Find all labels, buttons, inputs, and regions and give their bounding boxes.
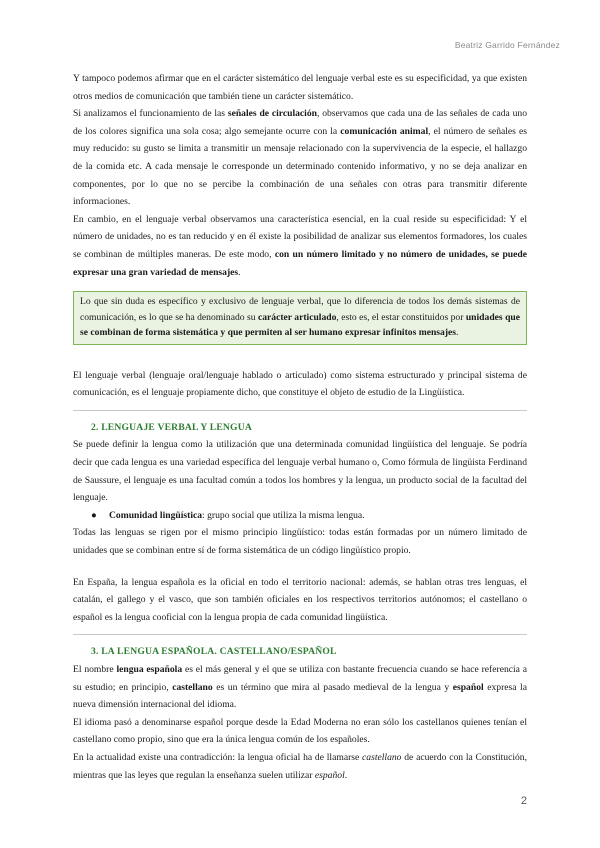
bold-term-espanol: español <box>452 681 484 693</box>
bold-term-comunidad: Comunidad lingüística <box>109 509 203 521</box>
paragraph-linguistic-principle: Todas las lenguas se rigen por el mismo principio lingüístico: todas están formadas por un número limitado de unidades que se combinan entre sí de forma sistemática de un código lingüístico propio. <box>73 527 527 556</box>
paragraph-lengua-definition: Se puede definir la lengua como la utilización que una determinada comunidad lingüística del lenguaje. Se podría decir que cada lengua es una variedad específica del lenguaje verbal humano o, Como fórmula de lingüista Ferdinand de Saussure, el lenguaje es una facultad común a todos los hombres y la lengua, un producto social de la facultad del lenguaje. <box>73 439 527 504</box>
bold-key-idea: unidades que se combinan de forma sistemática y que permiten al ser humano expresar infinitos mensajes <box>80 311 520 339</box>
page-number: 2 <box>520 795 527 807</box>
text-run: , observamos que cada una de las señales de cada uno de los colores significa una sola cosa; algo semejante ocurre con la <box>73 108 528 137</box>
paragraph-verbal-language-definition: El lenguaje verbal (lenguaje oral/lenguaje hablado o articulado) como sistema estructurado y principal sistema de comunicación, es el lenguaje propiamente dicho, que constituye el objeto de estudio de la Lingüística. <box>73 369 527 399</box>
header-author: Beatriz Garrido Fernández <box>454 40 560 50</box>
bold-term-articulated: carácter articulado <box>257 311 337 323</box>
text-run: , esto es, el estar constituidos por <box>336 311 466 323</box>
text-run: , el número de señales es muy reducido: su gusto se limita a transmitir un mensaje relacionado con la supervivencia de la especie, el hallazgo de la comida etc. A cada mensaje le corresponde un determinado contenido informativo, y no se deja analizar en componentes, por lo que no se percibe la combinación de una señales con otras para transmitir diferente informaciones. <box>73 125 527 208</box>
bold-term-animal-communication: comunicación animal <box>340 125 429 137</box>
text-run: En cambio, en el lenguaje verbal observamos una característica esencial, en la cual reside su especificidad: Y el número de unidades, no es tan reducido y en él existe la posibilidad de analizar sus elementos formadores, los cuales se combinan de múltiples maneras. De este modo, <box>73 213 527 260</box>
italic-term-castellano: castellano <box>362 751 402 763</box>
text-run: de acuerdo con la Constitución, mientras que las leyes que regulan la enseñanza suelen utilizar <box>73 751 527 781</box>
paragraph-contradiction <box>73 749 527 784</box>
page-content <box>73 70 527 784</box>
bold-key-idea: con un número limitado y no número de unidades, se puede expresar una gran variedad de mensajes <box>73 248 527 278</box>
highlight-box-articulated <box>73 291 527 345</box>
text-run: Si analizamos el funcionamiento de las <box>73 108 228 120</box>
text-run: es un término que mira al pasado medieval de la lengua y <box>212 681 453 693</box>
paragraph-verbal-language <box>73 211 527 281</box>
bullet-icon: ● <box>91 509 97 521</box>
bold-term-traffic-signals: señales de circulación <box>227 108 317 120</box>
paragraph-lengua-espanola <box>73 661 527 714</box>
bold-term-lengua-espanola: lengua española <box>116 663 183 675</box>
paragraph-systematic: Y tampoco podemos afirmar que en el carácter sistemático del lenguaje verbal este es su especificidad, ya que existen otros medios de comunicación que también tiene un carácter sistemático. <box>73 73 527 102</box>
italic-term-espanol: español <box>314 769 345 781</box>
bold-term-castellano: castellano <box>172 681 213 693</box>
text-run: es el más general y el que se utiliza con bastante frecuencia cuando se hace referencia a su estudio; en principio, <box>73 663 527 693</box>
list-item-comunidad <box>73 507 527 525</box>
text-run: El nombre <box>73 663 117 675</box>
section-heading-2: 2. LENGUAJE VERBAL Y LENGUA <box>91 421 252 433</box>
text-run: : grupo social que utiliza la misma lengua. <box>202 509 365 521</box>
text-run: Lo que sin duda es específico y exclusivo de lenguaje verbal, que lo diferencia de todos los demás sistemas de comunicación, es lo que se ha denominado su <box>80 296 520 323</box>
paragraph-signals <box>73 105 527 211</box>
section-heading-3: 3. LA LENGUA ESPAÑOLA. CASTELLANO/ESPAÑOL <box>91 646 337 658</box>
text-run: expresa la nueva dimensión internacional del idioma. <box>73 681 527 711</box>
paragraph-modern-age: El idioma pasó a denominarse español porque desde la Edad Moderna no eran sólo los castellanos quienes tenían el castellano como propio, sino que era la única lengua común de los españoles. <box>73 716 527 746</box>
text-run: . <box>238 266 241 278</box>
text-run: En la actualidad existe una contradicción: la lengua oficial ha de llamarse <box>73 751 363 763</box>
paragraph-spain-languages: En España, la lengua española es la oficial en todo el territorio nacional: además, se hablan otras tres lenguas, el catalán, el gallego y el vasco, que son también oficiales en los respectivos territorios autónomos; el castellano o español es la lengua cooficial con la lengua propia de cada comunidad lingüística. <box>73 576 527 623</box>
text-run: . <box>456 327 459 339</box>
text-run: . <box>344 769 348 781</box>
